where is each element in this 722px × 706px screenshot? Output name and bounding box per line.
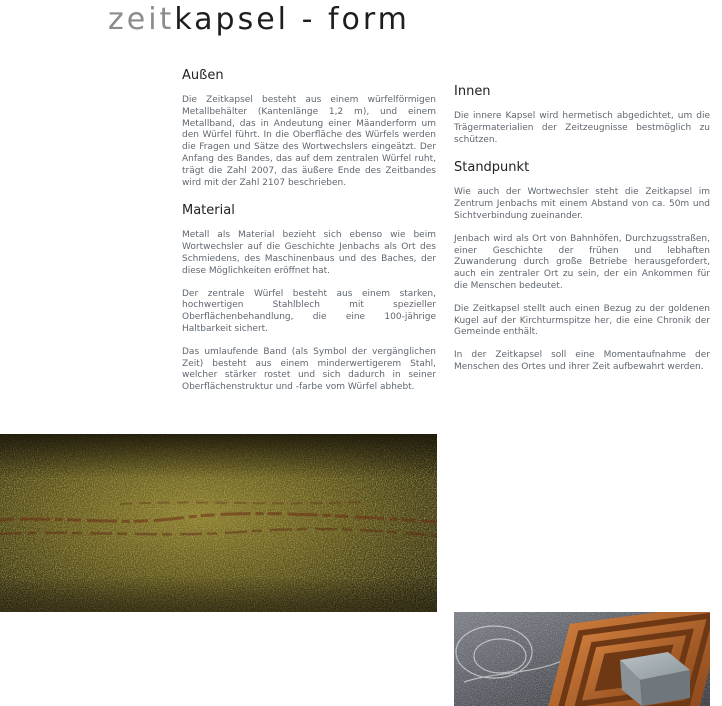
title-part-form: form	[327, 2, 410, 37]
field-texture-photo	[0, 434, 437, 612]
right-column	[454, 84, 710, 374]
standpunkt-paragraph-2: Jenbach wird als Ort von Bahnhöfen, Durchzugsstraßen, einer Geschichte der frühen und lebhaften Zuwanderung durch große Betriebe herausgefordert, auch ein zentraler Ort zu sein, der ein Ankommen für die Menschen bedeutet.	[454, 233, 710, 291]
page-title	[108, 0, 410, 40]
innen-paragraph-1: Die innere Kapsel wird hermetisch abgedichtet, um die Trägermaterialien der Zeitzeugnisse bestmöglich zu schützen.	[454, 111, 710, 145]
title-part-zeit: zeit	[108, 2, 175, 37]
capsule-model-photo	[454, 612, 710, 706]
left-column	[182, 68, 436, 394]
title-part-kapsel: kapsel	[174, 2, 290, 37]
material-paragraph-1: Metall als Material bezieht sich ebenso wie beim Wortwechsler auf die Geschichte Jenbachs als Ort des Schmiedens, des Maschinenbaus und des Baches, der diese Möglichkeiten eröffnet hat.	[182, 230, 436, 276]
aussen-paragraph-1: Die Zeitkapsel besteht aus einem würfelförmigen Metallbehälter (Kantenlänge 1,2 m), und einem Metallband, das in Andeutung einer Mäanderform um den Würfel führt. In die Oberfläche des Würfels werden die Fragen und Sätze des Wortwechslers eingeätzt. Der Anfang des Bandes, das auf dem zentralen Würfel ruht, trägt die Zahl 2007, das äußere Ende des Zeitbandes wird mit der Zahl 2107 beschrieben.	[182, 95, 436, 188]
material-paragraph-2: Der zentrale Würfel besteht aus einem starken, hochwertigen Stahlblech mit spezieller Oberflächenbehandlung, die eine 100-jährige Haltbarkeit sichert.	[182, 288, 436, 334]
standpunkt-paragraph-1: Wie auch der Wortwechsler steht die Zeitkapsel im Zentrum Jenbachs mit einem Abstand von ca. 50m und Sichtverbindung zueinander.	[454, 187, 710, 221]
heading-innen: Innen	[454, 84, 491, 99]
heading-material: Material	[182, 203, 235, 219]
standpunkt-paragraph-4: In der Zeitkapsel soll eine Momentaufnahme der Menschen des Ortes und ihrer Zeit aufbewahrt werden.	[454, 350, 710, 372]
heading-standpunkt: Standpunkt	[454, 160, 530, 176]
material-paragraph-3: Das umlaufende Band (als Symbol der vergänglichen Zeit) besteht aus einem minderwertigerem Stahl, welcher stärker rostet und sich dadurch in seiner Oberflächenstruktur und -farbe vom Würfel abhebt.	[182, 346, 436, 393]
heading-aussen: Außen	[182, 68, 224, 83]
standpunkt-paragraph-3: Die Zeitkapsel stellt auch einen Bezug zu der goldenen Kugel auf der Kirchturmspitze her, die eine Chronik der Gemeinde enthält.	[454, 303, 710, 338]
title-separator: -	[301, 2, 316, 37]
